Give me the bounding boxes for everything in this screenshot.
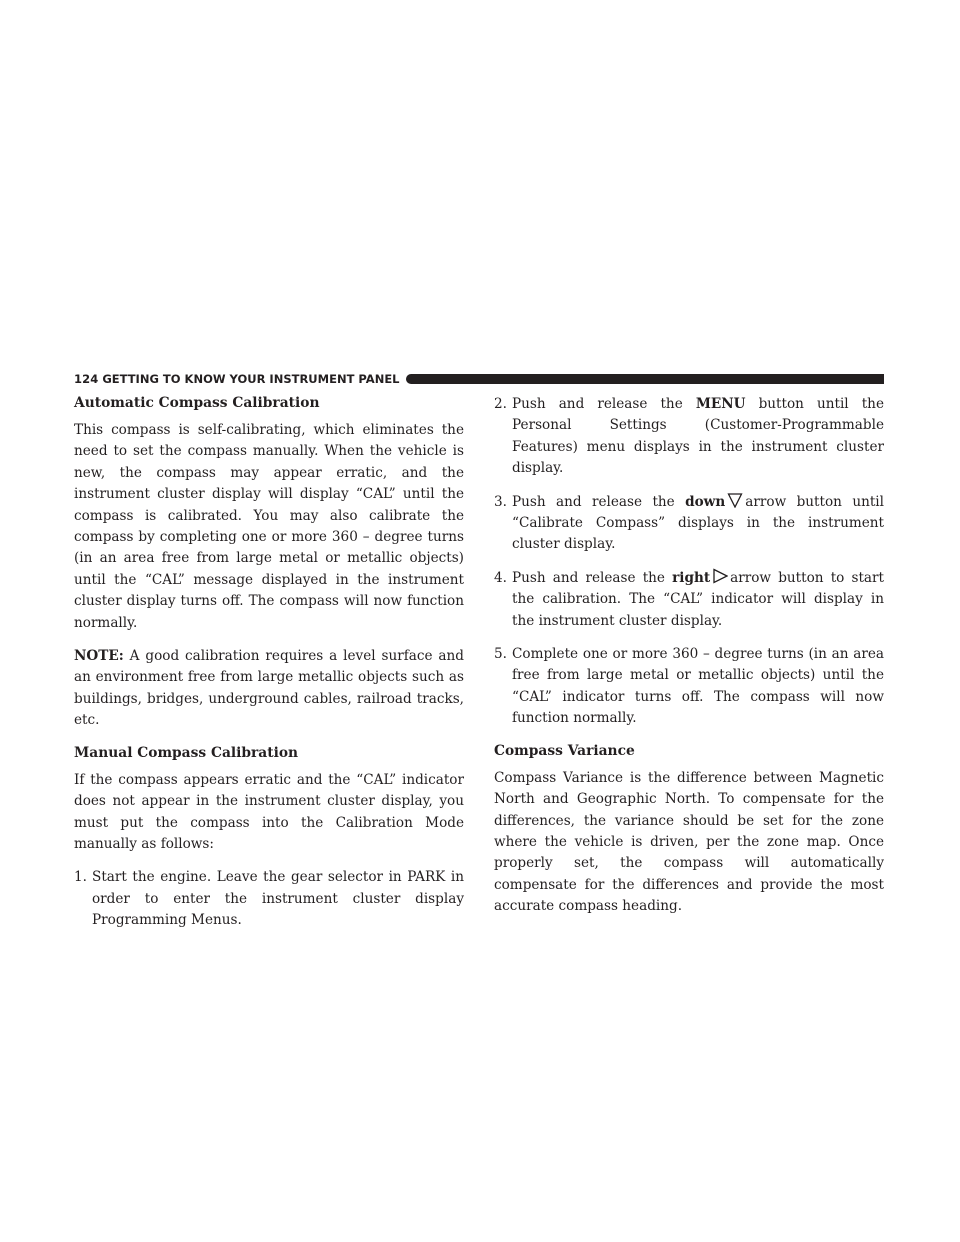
step-text: Complete one or more 360 – degree turns (in an area free from large metal or metallic objects) until the “CAL” indicator turns off. The compass will now function normally. <box>512 646 884 727</box>
left-column <box>74 394 464 944</box>
heading-automatic-calibration: Automatic Compass Calibration <box>74 395 320 411</box>
step-text-pre: Push and release the <box>512 396 696 412</box>
step-text-post: arrow button to start the calibration. The “CAL” indicator will display in the instrument cluster display. <box>512 569 884 629</box>
step-text <box>512 492 884 556</box>
step-number: 2. <box>494 396 507 412</box>
step-text <box>512 394 884 480</box>
heading-compass-variance: Compass Variance <box>494 742 635 759</box>
note-label: NOTE: <box>74 648 124 665</box>
step-number: 4. <box>494 569 507 586</box>
heading-manual-calibration: Manual Compass Calibration <box>74 744 299 761</box>
right-arrow-icon <box>712 568 728 584</box>
step-number: 1. <box>74 869 87 886</box>
down-arrow-icon <box>727 492 743 508</box>
step-3 <box>494 492 884 556</box>
step-text-pre: Push and release the <box>512 569 673 586</box>
step-1 <box>74 867 464 931</box>
note-text: A good calibration requires a level surface and an environment free from large metallic objects such as buildings, bridges, underground cables, railroad tracks, etc. <box>74 648 464 729</box>
automatic-calibration-paragraph: This compass is self-calibrating, which eliminates the need to set the compass manually. When the vehicle is new, the compass may appear erratic, and the instrument cluster display will display “CAL” until the compass is calibrated. You may also calibrate the compass by completing one or more 360 – degree turns (in an area free from large metal or metallic objects) until the “CAL” message displayed in the instrument cluster display turns off. The compass will now function normally. <box>74 422 464 631</box>
down-keyword: down <box>685 493 726 510</box>
step-5 <box>494 644 884 730</box>
section-title: GETTING TO KNOW YOUR INSTRUMENT PANEL <box>102 372 400 386</box>
right-column <box>494 394 884 930</box>
step-2 <box>494 394 884 480</box>
step-text-post: arrow button until “Calibrate Compass” displays in the instrument cluster display. <box>512 493 884 553</box>
header-rule <box>406 374 885 384</box>
compass-variance-paragraph: Compass Variance is the difference between Magnetic North and Geographic North. To compensate for the differences, the variance should be set for the zone where the vehicle is driven, per the zone map. Once properly set, the compass will automatically compensate for the differences and provide the most accurate compass heading. <box>494 769 884 915</box>
page-number: 124 <box>74 372 99 386</box>
note-paragraph <box>74 646 464 732</box>
right-keyword: right <box>672 569 711 586</box>
step-4 <box>494 568 884 632</box>
step-number: 5. <box>494 646 507 663</box>
step-text: Start the engine. Leave the gear selector in PARK in order to enter the instrument cluster display Programming Menus. <box>92 869 464 929</box>
step-number: 3. <box>494 493 507 510</box>
menu-keyword: MENU <box>695 396 746 412</box>
page-header <box>74 372 884 386</box>
step-text-pre: Push and release the <box>512 493 686 510</box>
manual-calibration-paragraph: If the compass appears erratic and the “CAL” indicator does not appear in the instrument cluster display, you must put the compass into the Calibration Mode manually as follows: <box>74 771 464 852</box>
step-text <box>512 568 884 632</box>
step-text-post: button until the Personal Settings (Customer-Programmable Features) menu displays in the instrument cluster display. <box>512 396 884 477</box>
